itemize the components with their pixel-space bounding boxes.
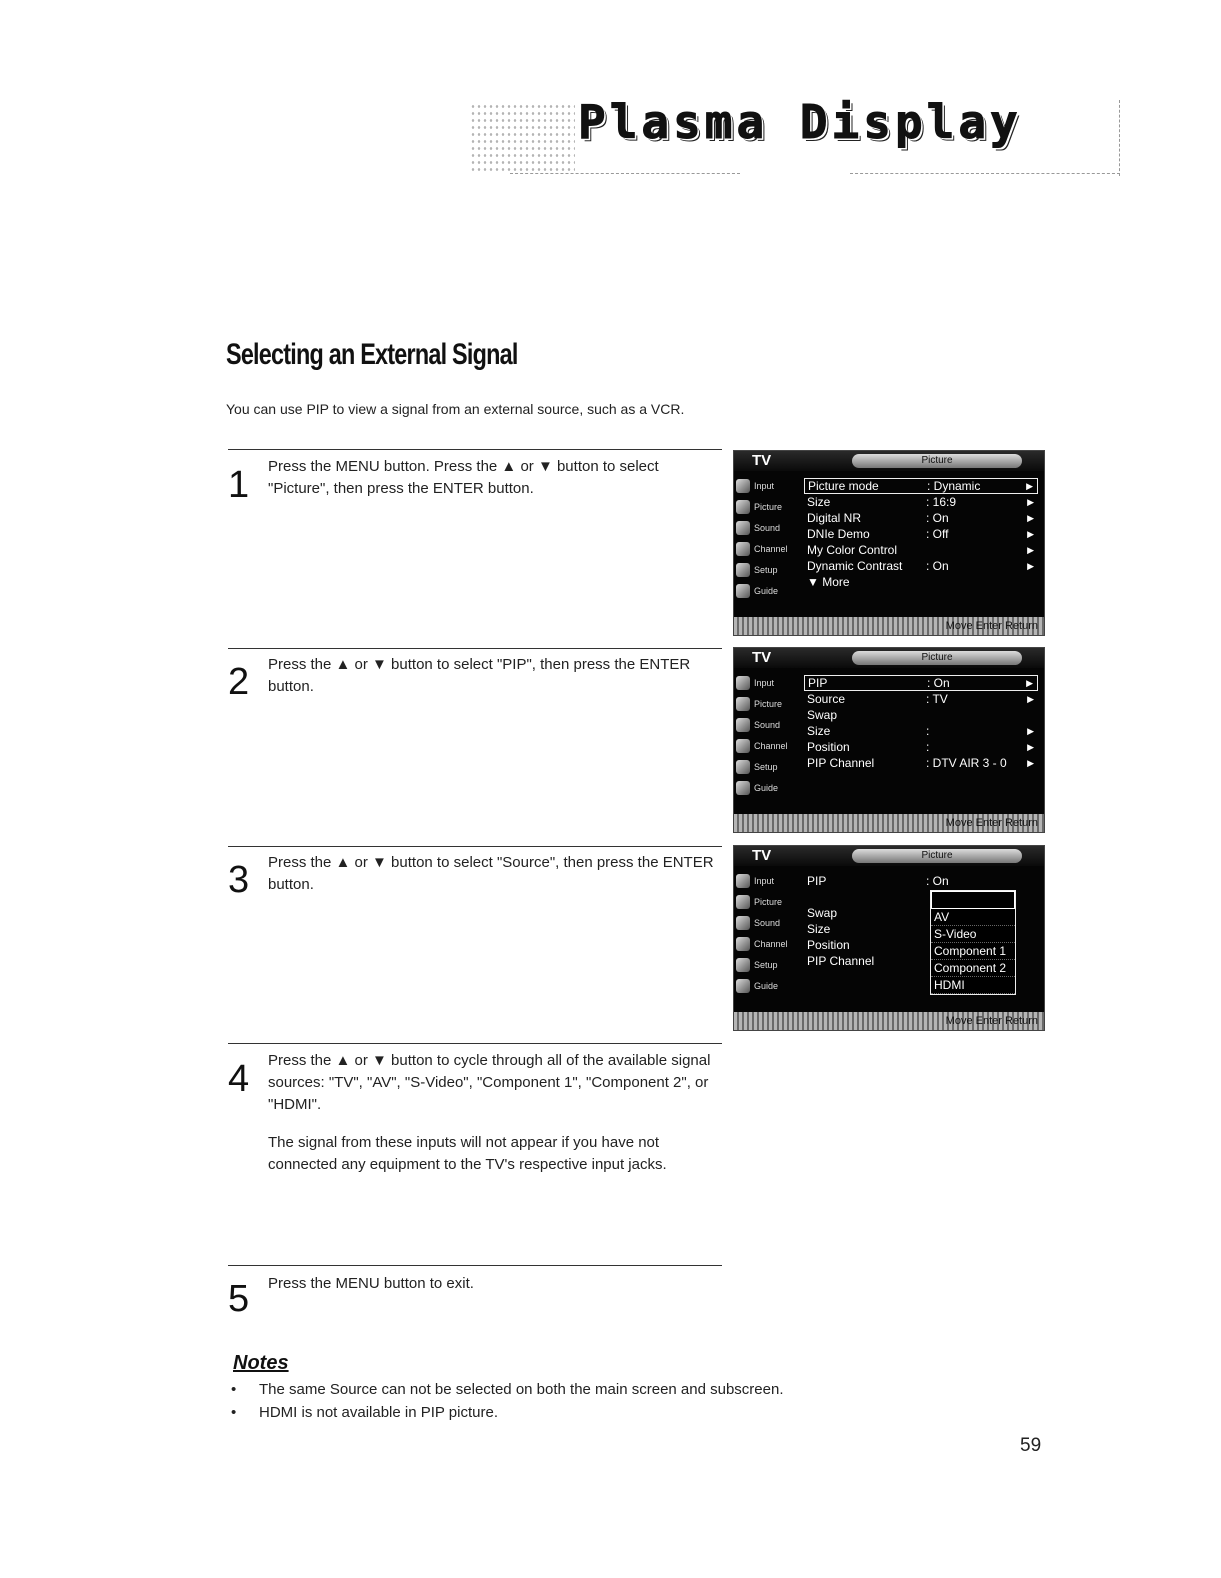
osd-sidebar-item <box>736 517 802 538</box>
osd-menu-row <box>804 558 1038 574</box>
menu-category-icon <box>736 781 750 795</box>
osd-sidebar-label: Sound <box>754 522 781 533</box>
notes-title: Notes <box>233 1352 289 1374</box>
osd-menu-item: Position <box>807 938 850 952</box>
step-paragraph: The signal from these inputs will not appear if you have not connected any equipment to the TV's respective input jacks. <box>268 1134 667 1173</box>
osd-menu-value: : 16:9 <box>926 495 957 509</box>
osd-sidebar-label: Sound <box>754 719 781 730</box>
step-text <box>268 456 722 500</box>
osd-sidebar-label: Setup <box>754 564 778 575</box>
menu-category-icon <box>736 958 750 972</box>
osd-sidebar-label: Guide <box>754 782 779 793</box>
osd-header <box>734 451 1044 471</box>
right-arrow-icon: ▶ <box>1026 481 1033 491</box>
osd-sidebar-item <box>736 538 802 559</box>
right-arrow-icon: ▶ <box>1027 742 1034 752</box>
note-item <box>231 1401 784 1424</box>
step-number: 1 <box>228 464 250 506</box>
menu-category-icon <box>736 895 750 909</box>
osd-sidebar-item <box>736 475 802 496</box>
osd-sidebar-item <box>736 496 802 517</box>
menu-category-icon <box>736 760 750 774</box>
osd-menu-item: DNIe Demo <box>807 527 870 541</box>
osd-menu-value: : Dynamic <box>927 479 981 493</box>
menu-category-icon <box>736 563 750 577</box>
osd-menu-item: ▼ More <box>807 575 850 589</box>
osd-sidebar-label: Channel <box>754 740 788 751</box>
step-paragraph: Press the MENU button. Press the ▲ or ▼ button to select "Picture", then press the ENTER button. <box>268 458 659 497</box>
notes-list <box>231 1378 784 1424</box>
right-arrow-icon: ▶ <box>1027 561 1034 571</box>
osd-source-option: S-Video <box>931 926 1015 943</box>
osd-source-option: AV <box>931 909 1015 926</box>
step-text <box>268 1050 718 1176</box>
osd-sidebar-item <box>736 580 802 601</box>
osd-sidebar-label: Guide <box>754 980 779 991</box>
banner-title: Plasma Display <box>578 95 1022 149</box>
right-arrow-icon: ▶ <box>1027 726 1034 736</box>
step-text <box>268 1273 474 1295</box>
osd-menu-item: Digital NR <box>807 511 862 525</box>
step-paragraph: Press the ▲ or ▼ button to select "PIP", then press the ENTER button. <box>268 656 691 695</box>
osd-tab-label: Picture <box>852 651 1022 665</box>
intro-text: You can use PIP to view a signal from an external source, such as a VCR. <box>226 401 685 417</box>
osd-sidebar-label: Picture <box>754 896 783 907</box>
page-banner <box>470 95 1130 185</box>
right-arrow-icon: ▶ <box>1027 513 1034 523</box>
step-text <box>268 852 722 896</box>
osd-source-label: TV <box>752 847 772 864</box>
osd-menu-value: : TV <box>926 692 948 706</box>
osd-sidebar-item <box>736 933 802 954</box>
step-3 <box>228 846 722 1037</box>
menu-category-icon <box>736 937 750 951</box>
osd-source-option: HDMI <box>931 977 1015 994</box>
osd-menu-item: Size <box>807 724 831 738</box>
osd-sidebar-label: Picture <box>754 698 783 709</box>
osd-menu-item: Swap <box>807 708 838 722</box>
osd-sidebar-item <box>736 777 802 798</box>
right-arrow-icon: ▶ <box>1027 497 1034 507</box>
osd-menu-item: PIP <box>808 676 828 690</box>
menu-category-icon <box>736 979 750 993</box>
right-arrow-icon: ▶ <box>1026 678 1033 688</box>
osd-sidebar <box>736 475 802 601</box>
osd-sidebar-item <box>736 714 802 735</box>
osd-menu-row <box>804 510 1038 526</box>
note-text: HDMI is not available in PIP picture. <box>259 1404 498 1421</box>
osd-menu-value: : On <box>926 559 949 573</box>
page-number: 59 <box>1020 1435 1042 1456</box>
note-item <box>231 1378 784 1401</box>
osd-menu-item: Position <box>807 740 850 754</box>
step-number: 2 <box>228 661 250 703</box>
osd-sidebar <box>736 870 802 996</box>
osd-sidebar-label: Picture <box>754 501 783 512</box>
osd-sidebar-item <box>736 672 802 693</box>
osd-menu-item: PIP Channel <box>807 756 875 770</box>
osd-menu-row <box>804 494 1038 510</box>
osd-tab-label: Picture <box>852 454 1022 468</box>
step-5 <box>228 1265 722 1326</box>
osd-menu-item: My Color Control <box>807 543 898 557</box>
osd-sidebar-item <box>736 756 802 777</box>
banner-decoration <box>470 103 575 173</box>
osd-sidebar-item <box>736 735 802 756</box>
osd-menu-row <box>804 542 1038 558</box>
menu-category-icon <box>736 739 750 753</box>
osd-menu-value: : <box>926 724 930 738</box>
menu-category-icon <box>736 500 750 514</box>
osd-sidebar-item <box>736 559 802 580</box>
osd-sidebar-label: Sound <box>754 917 781 928</box>
menu-category-icon <box>736 584 750 598</box>
osd-menu-value: : On <box>926 511 949 525</box>
osd-menu-item: Swap <box>807 906 838 920</box>
banner-rule <box>850 173 1120 174</box>
osd-sidebar-label: Input <box>754 480 775 491</box>
osd-source-option <box>931 891 1015 909</box>
osd-sidebar <box>736 672 802 798</box>
osd-sidebar-item <box>736 870 802 891</box>
osd-menu-row <box>804 755 1038 771</box>
menu-category-icon <box>736 916 750 930</box>
osd-menu-item: Source <box>807 692 846 706</box>
step-number: 3 <box>228 859 250 901</box>
osd-footer: Move Enter Return <box>734 814 1044 832</box>
osd-screen-picture-menu <box>733 450 1045 636</box>
banner-rule <box>510 173 740 174</box>
osd-menu-value: : Off <box>926 527 949 541</box>
menu-category-icon <box>736 676 750 690</box>
right-arrow-icon: ▶ <box>1027 545 1034 555</box>
osd-menu-row <box>804 478 1038 494</box>
osd-header <box>734 846 1044 866</box>
osd-sidebar-item <box>736 912 802 933</box>
osd-sidebar-label: Channel <box>754 543 788 554</box>
osd-sidebar-label: Setup <box>754 959 778 970</box>
osd-screen-source-select <box>733 845 1045 1031</box>
step-paragraph: Press the ▲ or ▼ button to select "Source", then press the ENTER button. <box>268 854 714 893</box>
osd-source-option: Component 2 <box>931 960 1015 977</box>
osd-sidebar-label: Input <box>754 875 775 886</box>
osd-menu-value: : On <box>926 874 949 888</box>
step-paragraph: Press the MENU button to exit. <box>268 1275 474 1292</box>
osd-sidebar-item <box>736 891 802 912</box>
osd-menu-item: Dynamic Contrast <box>807 559 903 573</box>
menu-category-icon <box>736 697 750 711</box>
banner-mark <box>1103 100 1120 176</box>
osd-footer: Move Enter Return <box>734 617 1044 635</box>
menu-category-icon <box>736 479 750 493</box>
osd-sidebar-item <box>736 954 802 975</box>
osd-sidebar-item <box>736 975 802 996</box>
right-arrow-icon: ▶ <box>1027 694 1034 704</box>
osd-sidebar-label: Input <box>754 677 775 688</box>
right-arrow-icon: ▶ <box>1027 529 1034 539</box>
osd-menu-row <box>804 574 1038 590</box>
note-text: The same Source can not be selected on both the main screen and subscreen. <box>259 1381 784 1398</box>
osd-menu-rows <box>804 478 1038 590</box>
osd-menu-rows <box>804 675 1038 771</box>
osd-source-popup <box>930 890 1016 995</box>
osd-menu-row <box>804 675 1038 691</box>
right-arrow-icon: ▶ <box>1027 758 1034 768</box>
step-paragraph: Press the ▲ or ▼ button to cycle through all of the available signal sources: "TV", "AV", "S-Video", "Component 1", "Component 2", or "HDMI". <box>268 1052 711 1113</box>
osd-menu-row <box>804 707 1038 723</box>
osd-sidebar-label: Channel <box>754 938 788 949</box>
osd-footer: Move Enter Return <box>734 1012 1044 1030</box>
menu-category-icon <box>736 718 750 732</box>
osd-menu-item: Size <box>807 495 831 509</box>
step-text <box>268 654 722 698</box>
osd-menu-item: PIP Channel <box>807 954 875 968</box>
menu-category-icon <box>736 521 750 535</box>
step-1 <box>228 449 722 640</box>
osd-sidebar-label: Guide <box>754 585 779 596</box>
osd-header <box>734 648 1044 668</box>
step-number: 4 <box>228 1058 250 1100</box>
osd-sidebar-item <box>736 693 802 714</box>
menu-category-icon <box>736 542 750 556</box>
osd-menu-value: : On <box>927 676 950 690</box>
osd-source-option: Component 1 <box>931 943 1015 960</box>
step-4 <box>228 1043 722 1244</box>
osd-screen-pip-menu <box>733 647 1045 833</box>
osd-menu-item: Size <box>807 922 831 936</box>
osd-source-label: TV <box>752 649 772 666</box>
osd-menu-value: : <box>926 740 930 754</box>
osd-menu-item: PIP <box>807 874 827 888</box>
osd-menu-row <box>804 873 1038 889</box>
bullet-icon: • <box>231 1404 237 1421</box>
osd-sidebar-label: Setup <box>754 761 778 772</box>
step-number: 5 <box>228 1278 250 1320</box>
osd-tab-label: Picture <box>852 849 1022 863</box>
osd-menu-value: : DTV AIR 3 - 0 <box>926 756 1007 770</box>
step-2 <box>228 648 722 839</box>
osd-menu-row <box>804 723 1038 739</box>
osd-menu-row <box>804 739 1038 755</box>
osd-menu-row <box>804 526 1038 542</box>
osd-menu-item: Picture mode <box>808 479 879 493</box>
osd-source-label: TV <box>752 452 772 469</box>
osd-menu-row <box>804 691 1038 707</box>
section-title: Selecting an External Signal <box>226 338 518 371</box>
bullet-icon: • <box>231 1381 237 1398</box>
menu-category-icon <box>736 874 750 888</box>
